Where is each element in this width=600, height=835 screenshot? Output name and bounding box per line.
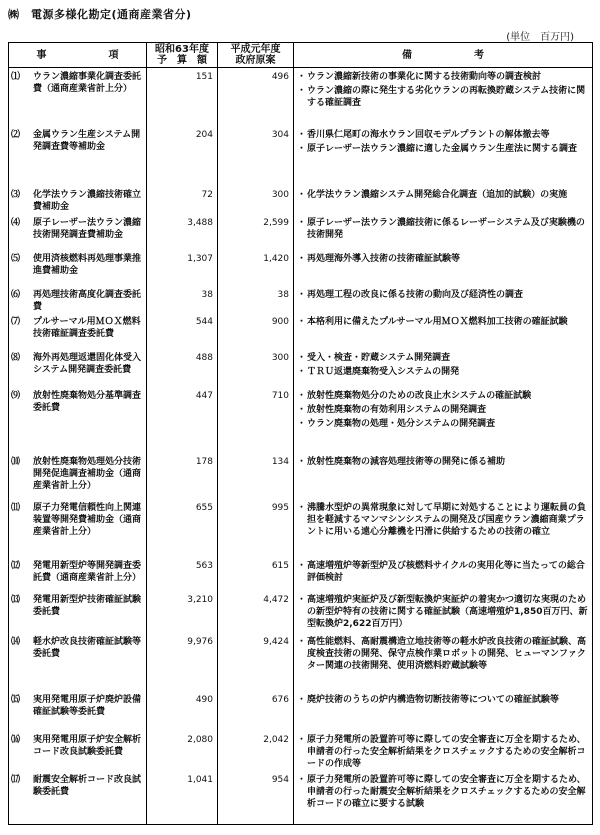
table-row [9,126,593,186]
h1-proposal-value: 134 [271,456,289,467]
bullet-mark: ・ [297,72,307,82]
cell-item [9,591,147,633]
header-fy63 [147,43,218,68]
item-name: 再処理技術高度化調査委託費 [33,289,142,312]
remark-text: 原子レーザー法ウラン濃縮技術に係るレーザーシステム及び実験機の技術開発 [307,217,585,240]
fy63-budget-value: 563 [195,560,213,571]
item-name: 金属ウラン生産システム開発調査費等補助金 [33,129,141,152]
remark-item [294,499,592,538]
bullet-mark: ・ [297,636,307,647]
fy63-budget-value: 151 [195,72,213,82]
item-wrapper [9,126,146,153]
remark-item [294,691,592,706]
item-number: ⑺ [11,316,21,327]
cell-remarks [294,250,593,286]
cell-item [9,313,147,349]
unit-label: (単位 百万円) [506,32,574,43]
fy63-budget-value: 2,080 [187,734,213,745]
bullet-mark: ・ [297,560,307,571]
item-number: ⑹ [11,289,21,300]
bullet-mark: ・ [297,253,307,264]
table-row [9,349,593,387]
item-name: 海外再処理返還固化体受入システム開発調査委託費 [33,352,142,375]
bullet-mark: ・ [297,404,307,415]
item-wrapper [9,731,146,758]
item-name: 原子レーザー法ウラン濃縮技術開発調査費補助金 [33,217,142,240]
cell-fy63-budget [147,186,218,214]
item-name: プルサーマル用ＭＯＸ燃料技術確証調査委託費 [33,316,141,339]
item-number: ⑼ [11,390,21,401]
remark-item [294,313,592,328]
cell-item [9,286,147,313]
item-name: 化学法ウラン濃縮技術確立費補助金 [33,189,142,212]
fy63-budget-value: 38 [201,289,213,300]
table-row [9,286,593,313]
remark-text: 沸騰水型炉の異常現象に対して早期に対処することにより運転員の負担を軽減するマンマシンシステムの開発及び国産ウラン濃縮商業プラントに用いる遠心分離機を円滑に供給するための技術の確立 [307,502,587,537]
item-name: 原子力発電信頼性向上関連装置等開発費補助金（通商産業省計上分） [33,502,142,537]
cell-fy63-budget [147,633,218,691]
cell-remarks [294,731,593,771]
remark-text: 放射性廃棄物の減容処理技術等の開発に係る補助 [307,456,506,467]
fy63-budget-value: 1,307 [187,253,213,264]
fy63-budget-value: 9,976 [187,636,213,647]
header-fy63-line2: 予 算 額 [157,55,207,66]
item-wrapper [9,387,146,414]
item-name: 発電用新型炉技術確証試験委託費 [33,594,142,617]
item-wrapper [9,286,146,313]
fy63-budget-value: 72 [201,189,213,200]
cell-item [9,633,147,691]
cell-h1-proposal [218,214,294,250]
fy63-budget-value: 3,488 [187,217,213,228]
fy63-budget-value: 655 [195,502,213,513]
remark-item [294,83,592,109]
cell-item [9,68,147,126]
item-number: ⑻ [11,352,21,363]
remark-item [294,214,592,241]
cell-h1-proposal [218,349,294,387]
item-number: ⑾ [11,502,21,513]
table-header-row [9,43,593,68]
cell-item [9,126,147,186]
remark-text: 放射性廃棄物処分のための改良止水システムの確証試験 [307,390,532,401]
remark-item [294,364,592,378]
item-wrapper [9,691,146,718]
item-number: ⑽ [11,456,21,467]
h1-proposal-value: 676 [271,694,289,705]
remark-item [294,591,592,630]
item-wrapper [9,313,146,340]
cell-item [9,387,147,453]
table-row [9,186,593,214]
h1-proposal-value: 710 [271,390,289,401]
remark-item [294,416,592,430]
remark-text: 再処理海外導入技術の技術確証試験等 [307,253,461,264]
cell-h1-proposal [218,591,294,633]
cell-remarks [294,186,593,214]
h1-proposal-value: 1,420 [263,253,289,264]
item-number: ⑷ [11,217,21,228]
cell-h1-proposal [218,557,294,591]
h1-proposal-value: 2,042 [263,734,289,745]
cell-item [9,186,147,214]
cell-fy63-budget [147,286,218,313]
item-name: 放射性廃棄物処理処分技術開発促進調査補助金（通商産業省計上分） [33,456,142,491]
remark-item [294,557,592,584]
header-h1 [218,43,294,68]
header-fy63-line1: 昭和63年度 [155,44,209,55]
item-wrapper [9,186,146,213]
h1-proposal-value: 900 [271,316,289,327]
item-number: ⑸ [11,253,21,264]
remark-text: 受入・検査・貯蔵システム開発調査 [307,352,451,363]
cell-remarks [294,349,593,387]
cell-fy63-budget [147,214,218,250]
cell-fy63-budget [147,126,218,186]
cell-fy63-budget [147,387,218,453]
cell-fy63-budget [147,731,218,771]
h1-proposal-value: 954 [271,774,289,785]
fy63-budget-value: 178 [195,456,213,467]
bullet-mark: ・ [297,502,307,513]
cell-item [9,731,147,771]
cell-h1-proposal [218,731,294,771]
bullet-mark: ・ [297,316,307,327]
item-wrapper [9,633,146,660]
cell-h1-proposal [218,453,294,499]
item-number: ⑴ [11,72,21,82]
table-row [9,499,593,557]
table-row [9,691,593,731]
remark-text: 原子力発電所の設置許可等に際しての安全審査に万全を期するため、申請者の行った耐震安全解析結果をクロスチェックするための安全解析コードの確立に要する試験 [307,774,586,809]
cell-h1-proposal [218,68,294,126]
item-wrapper [9,349,146,376]
cell-h1-proposal [218,313,294,349]
table-row [9,771,593,825]
fy63-budget-value: 1,041 [187,774,213,785]
fy63-budget-value: 488 [195,352,213,363]
cell-h1-proposal [218,286,294,313]
item-name: 実用発電用原子炉安全解析コード改良試験委託費 [33,734,142,757]
bullet-mark: ・ [297,86,307,96]
remark-item [294,349,592,364]
cell-fy63-budget [147,771,218,825]
table-row [9,313,593,349]
remark-item [294,387,592,402]
remark-text: 高性能燃料、高耐震構造立地技術等の軽水炉改良技術の確証試験、高度検査技術の開発、保守点検作業ロボットの開発、ヒューマンファクター関連の技術開発、使用済燃料貯蔵試験等 [307,636,587,671]
remark-text: 放射性廃棄物の有効利用システムの開発調査 [307,404,487,415]
h1-proposal-value: 4,472 [263,594,289,605]
cell-item [9,557,147,591]
table-row [9,387,593,453]
h1-proposal-value: 615 [271,560,289,571]
item-wrapper [9,771,146,798]
remark-text: ウラン濃縮の際に発生する劣化ウランの再転換貯蔵システム技術に関する確証調査 [307,86,586,108]
cell-h1-proposal [218,387,294,453]
fy63-budget-value: 447 [195,390,213,401]
item-number: ⑶ [11,189,21,200]
bullet-mark: ・ [297,189,307,200]
cell-item [9,771,147,825]
h1-proposal-value: 300 [271,189,289,200]
cell-item [9,250,147,286]
bullet-mark: ・ [297,352,307,363]
cell-remarks [294,691,593,731]
cell-fy63-budget [147,591,218,633]
remark-text: ウラン濃縮新技術の事業化に関する技術動向等の調査検討 [307,72,542,82]
item-number: ⒃ [11,734,21,745]
table-body [9,68,593,825]
remark-item [294,402,592,416]
cell-h1-proposal [218,126,294,186]
remark-item [294,186,592,201]
cell-h1-proposal [218,499,294,557]
h1-proposal-value: 9,424 [263,636,289,647]
remark-text: 原子力発電所の設置許可等に際しての安全審査に万全を期するため、申請者の行った安全解析結果をクロスチェックするための安全解析コードの作成等 [307,734,586,769]
cell-fy63-budget [147,68,218,126]
bullet-mark: ・ [297,774,307,785]
table-row [9,557,593,591]
item-number: ⒄ [11,774,21,785]
item-name: 軽水炉改良技術確証試験等委託費 [33,636,142,659]
cell-remarks [294,387,593,453]
cell-fy63-budget [147,453,218,499]
cell-remarks [294,126,593,186]
cell-remarks [294,771,593,825]
page-title: ㈱ 電源多様化勘定(通商産業省分) [8,8,192,21]
item-name: 耐震安全解析コード改良試験委託費 [33,774,142,797]
remark-item [294,286,592,301]
bullet-mark: ・ [297,390,307,401]
cell-remarks [294,214,593,250]
header-h1-line1: 平成元年度 [230,44,281,55]
cell-fy63-budget [147,313,218,349]
fy63-budget-value: 204 [195,129,213,140]
item-name: 発電用新型炉等開発調査委託費（通商産業省計上分） [33,560,142,583]
remark-item [294,141,592,155]
header-h1-line2: 政府原案 [235,55,276,66]
table-row [9,591,593,633]
cell-h1-proposal [218,186,294,214]
cell-remarks [294,499,593,557]
item-number: ⒁ [11,636,21,647]
remark-text: ウラン廃棄物の処理・処分システムの開発調査 [307,418,496,429]
bullet-mark: ・ [297,129,307,140]
remark-text: 高速増殖炉実証炉及び新型転換炉実証炉の着実かつ適切な実現のための新型炉特有の技術に関する確証試験（高速増殖炉1,850百万円、新型転換炉2,622百万円） [307,594,588,629]
bullet-mark: ・ [297,289,307,300]
cell-item [9,453,147,499]
h1-proposal-value: 38 [277,289,289,300]
cell-fy63-budget [147,250,218,286]
bullet-mark: ・ [297,734,307,745]
remark-text: 高速増殖炉等新型炉及び核燃料サイクルの実用化等に当たっての総合評価検討 [307,560,585,583]
bullet-mark: ・ [297,694,307,705]
item-wrapper [9,68,146,95]
item-name: 使用済核燃料再処理事業推進費補助金 [33,253,142,276]
cell-item [9,499,147,557]
budget-table [8,42,593,825]
item-name: 放射性廃棄物処分基準調査委託費 [33,390,142,413]
table-row [9,68,593,126]
item-number: ⒀ [11,594,21,605]
cell-h1-proposal [218,250,294,286]
bullet-mark: ・ [297,418,307,429]
item-wrapper [9,499,146,538]
cell-remarks [294,313,593,349]
cell-remarks [294,286,593,313]
item-wrapper [9,214,146,241]
table-row [9,633,593,691]
cell-remarks [294,68,593,126]
table-row [9,214,593,250]
header-item: 事 項 [9,43,147,68]
remark-item [294,68,592,83]
fy63-budget-value: 3,210 [187,594,213,605]
bullet-mark: ・ [297,594,307,605]
cell-fy63-budget [147,349,218,387]
cell-item [9,349,147,387]
remark-text: 香川県仁尾町の海水ウラン回収モデルプラントの解体撤去等 [307,129,550,140]
table-row [9,731,593,771]
cell-fy63-budget [147,691,218,731]
item-wrapper [9,557,146,584]
item-number: ⒂ [11,694,21,705]
bullet-mark: ・ [297,217,307,228]
cell-fy63-budget [147,499,218,557]
remark-text: 廃炉技術のうちの炉内構造物切断技術等についての確証試験等 [307,694,559,705]
cell-h1-proposal [218,633,294,691]
item-wrapper [9,453,146,492]
remark-item [294,250,592,265]
item-number: ⑿ [11,560,21,571]
remark-item [294,633,592,672]
cell-remarks [294,453,593,499]
bullet-mark: ・ [297,456,307,467]
fy63-budget-value: 490 [195,694,213,705]
table-row [9,453,593,499]
remark-item [294,731,592,770]
item-number: ⑵ [11,129,21,140]
cell-remarks [294,591,593,633]
remark-text: 化学法ウラン濃縮システム開発総合化調査（追加的試験）の実施 [307,189,568,200]
header-remarks: 備 考 [294,43,593,68]
table-row [9,250,593,286]
h1-proposal-value: 496 [271,72,289,82]
fy63-budget-value: 544 [195,316,213,327]
item-wrapper [9,250,146,277]
remark-text: 本格利用に備えたプルサーマル用ＭＯＸ燃料加工技術の確証試験 [307,316,568,327]
cell-item [9,691,147,731]
bullet-mark: ・ [297,366,307,377]
h1-proposal-value: 2,599 [263,217,289,228]
bullet-mark: ・ [297,143,307,154]
cell-remarks [294,633,593,691]
remark-item [294,126,592,141]
cell-remarks [294,557,593,591]
cell-h1-proposal [218,771,294,825]
item-wrapper [9,591,146,618]
remark-item [294,771,592,810]
item-name: ウラン濃縮事業化調査委託費（通商産業省計上分） [33,72,142,94]
item-name: 実用発電用原子炉廃炉設備確証試験等委託費 [33,694,142,717]
h1-proposal-value: 300 [271,352,289,363]
remark-text: ＴＲＵ返還廃棄物受入システムの開発 [307,366,460,377]
h1-proposal-value: 995 [271,502,289,513]
remark-item [294,453,592,468]
cell-fy63-budget [147,557,218,591]
cell-h1-proposal [218,691,294,731]
remark-text: 原子レーザー法ウラン濃縮に適した金属ウラン生産法に関する調査 [307,143,578,154]
cell-item [9,214,147,250]
h1-proposal-value: 304 [271,129,289,140]
remark-text: 再処理工程の改良に係る技術の動向及び経済性の調査 [307,289,524,300]
